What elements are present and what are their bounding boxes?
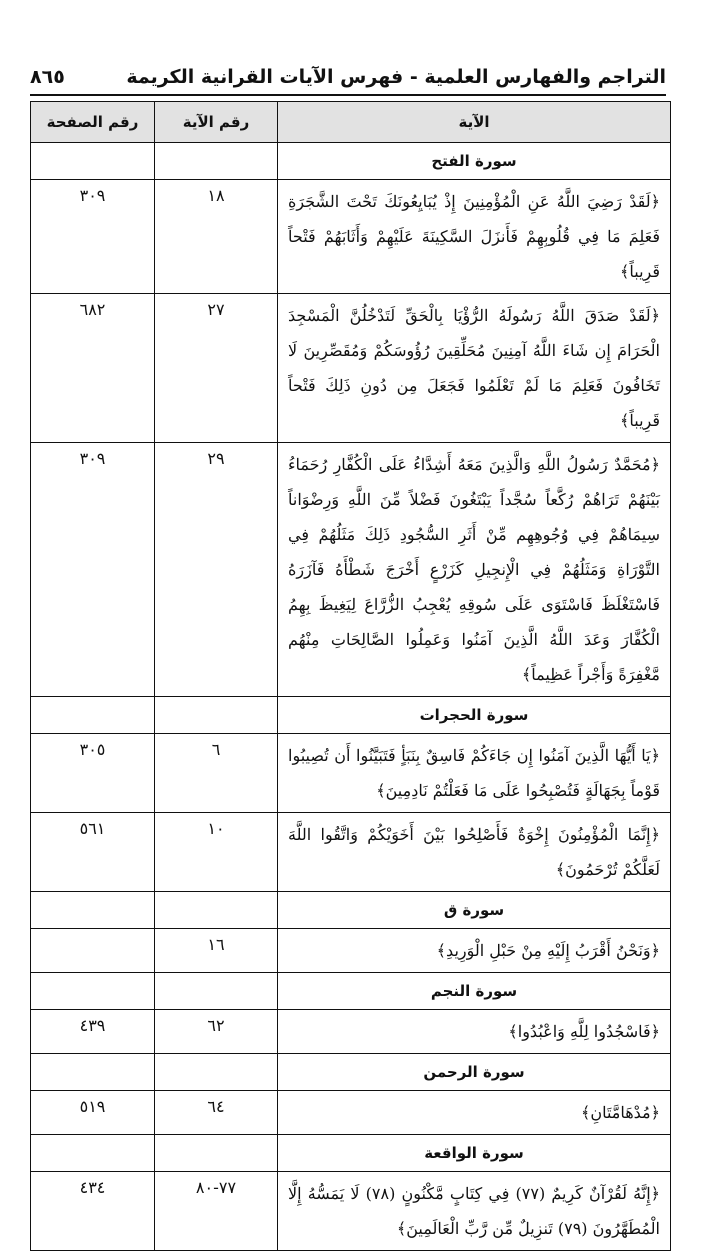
ayah-number: ١٠ — [155, 813, 278, 892]
table-row — [31, 180, 671, 294]
table-row — [31, 1010, 671, 1054]
empty-cell — [31, 697, 155, 734]
table-row — [31, 1172, 671, 1251]
ayah-text: ﴿لَقَدْ رَضِيَ اللَّهُ عَنِ الْمُؤْمِنِينَ إِذْ يُبَايِعُونَكَ تَحْتَ الشَّجَرَةِ فَعَلِمَ مَا فِي قُلُوبِهِمْ فَأَنزَلَ السَّكِينَةَ عَلَيْهِمْ وَأَثَابَهُمْ فَتْحاً قَرِيباً﴾ — [278, 180, 671, 294]
empty-cell — [155, 892, 278, 929]
table-row — [31, 294, 671, 443]
empty-cell — [31, 143, 155, 180]
ayah-text: ﴿لَقَدْ صَدَقَ اللَّهُ رَسُولَهُ الرُّؤْيَا بِالْحَقِّ لَتَدْخُلُنَّ الْمَسْجِدَ الْحَرَامَ إِن شَاءَ اللَّهُ آمِنِينَ مُحَلِّقِينَ رُؤُوسَكُمْ وَمُقَصِّرِينَ لَا تَخَافُونَ فَعَلِمَ مَا لَمْ تَعْلَمُوا فَجَعَلَ مِن دُونِ ذَلِكَ فَتْحاً قَرِيباً﴾ — [278, 294, 671, 443]
surah-title: سورة الرحمن — [278, 1054, 671, 1091]
surah-row — [31, 1054, 671, 1091]
ayah-text: ﴿إِنَّمَا الْمُؤْمِنُونَ إِخْوَةٌ فَأَصْلِحُوا بَيْنَ أَخَوَيْكُمْ وَاتَّقُوا اللَّهَ لَعَلَّكُمْ تُرْحَمُونَ﴾ — [278, 813, 671, 892]
ayah-number: ٧٧-٨٠ — [155, 1172, 278, 1251]
surah-row — [31, 973, 671, 1010]
ayah-number: ٦٤ — [155, 1091, 278, 1135]
ayah-text: ﴿إِنَّهُ لَقُرْآنٌ كَرِيمٌ (٧٧) فِي كِتَابٍ مَّكْنُونٍ (٧٨) لَا يَمَسُّهُ إِلَّا الْمُطَهَّرُونَ (٧٩) تَنزِيلٌ مِّن رَّبِّ الْعَالَمِينَ﴾ — [278, 1172, 671, 1251]
empty-cell — [155, 973, 278, 1010]
surah-title: سورة الحجرات — [278, 697, 671, 734]
ayah-number: ٢٩ — [155, 443, 278, 697]
header-title: التراجم والفهارس العلمية - فهرس الآيات القرانية الكريمة — [126, 66, 666, 88]
table-row — [31, 734, 671, 813]
page-ref: ٣٠٥ — [31, 734, 155, 813]
page-ref: ٥٦١ — [31, 813, 155, 892]
empty-cell — [155, 1135, 278, 1172]
empty-cell — [31, 1135, 155, 1172]
column-header-page-number: رقم الصفحة — [31, 102, 155, 143]
surah-title: سورة ق — [278, 892, 671, 929]
page-ref — [31, 929, 155, 973]
empty-cell — [155, 143, 278, 180]
table-header-row — [31, 102, 671, 143]
empty-cell — [155, 1054, 278, 1091]
ayah-index-table — [30, 101, 671, 1251]
page-ref: ٣٠٩ — [31, 180, 155, 294]
surah-row — [31, 892, 671, 929]
surah-title: سورة الواقعة — [278, 1135, 671, 1172]
ayah-text: ﴿مُدْهَامَّتَانِ﴾ — [278, 1091, 671, 1135]
table-row — [31, 443, 671, 697]
empty-cell — [155, 697, 278, 734]
ayah-number: ١٨ — [155, 180, 278, 294]
page-ref: ٤٣٩ — [31, 1010, 155, 1054]
ayah-number: ٦ — [155, 734, 278, 813]
empty-cell — [31, 1054, 155, 1091]
ayah-number: ٢٧ — [155, 294, 278, 443]
ayah-text: ﴿يَا أَيُّهَا الَّذِينَ آمَنُوا إِن جَاءَكُمْ فَاسِقٌ بِنَبَأٍ فَتَبَيَّنُوا أَن تُصِيبُوا قَوْماً بِجَهَالَةٍ فَتُصْبِحُوا عَلَى مَا فَعَلْتُمْ نَادِمِينَ﴾ — [278, 734, 671, 813]
page-ref: ٥١٩ — [31, 1091, 155, 1135]
column-header-ayah-number: رقم الآية — [155, 102, 278, 143]
empty-cell — [31, 973, 155, 1010]
surah-title: سورة الفتح — [278, 143, 671, 180]
surah-row — [31, 1135, 671, 1172]
ayah-number: ١٦ — [155, 929, 278, 973]
table-row — [31, 1091, 671, 1135]
page-ref: ٣٠٩ — [31, 443, 155, 697]
ayah-text: ﴿فَاسْجُدُوا لِلَّهِ وَاعْبُدُوا﴾ — [278, 1010, 671, 1054]
table-row — [31, 929, 671, 973]
page-number: ٨٦٥ — [30, 66, 65, 88]
column-header-ayah: الآية — [278, 102, 671, 143]
ayah-text: ﴿وَنَحْنُ أَقْرَبُ إِلَيْهِ مِنْ حَبْلِ الْوَرِيدِ﴾ — [278, 929, 671, 973]
surah-row — [31, 697, 671, 734]
page-ref: ٤٣٤ — [31, 1172, 155, 1251]
empty-cell — [31, 892, 155, 929]
surah-title: سورة النجم — [278, 973, 671, 1010]
ayah-text: ﴿مُحَمَّدٌ رَسُولُ اللَّهِ وَالَّذِينَ مَعَهُ أَشِدَّاءُ عَلَى الْكُفَّارِ رُحَمَاءُ بَيْنَهُمْ تَرَاهُمْ رُكَّعاً سُجَّداً يَبْتَغُونَ فَضْلاً مِّنَ اللَّهِ وَرِضْوَاناً سِيمَاهُمْ فِي وُجُوهِهِم مِّنْ أَثَرِ السُّجُودِ ذَلِكَ مَثَلُهُمْ فِي التَّوْرَاةِ وَمَثَلُهُمْ فِي الْإِنجِيلِ كَزَرْعٍ أَخْرَجَ شَطْأَهُ فَآزَرَهُ فَاسْتَغْلَظَ فَاسْتَوَى عَلَى سُوقِهِ يُعْجِبُ الزُّرَّاعَ لِيَغِيظَ بِهِمُ الْكُفَّارَ وَعَدَ اللَّهُ الَّذِينَ آمَنُوا وَعَمِلُوا الصَّالِحَاتِ مِنْهُم مَّغْفِرَةً وَأَجْراً عَظِيماً﴾ — [278, 443, 671, 697]
surah-row — [31, 143, 671, 180]
ayah-number: ٦٢ — [155, 1010, 278, 1054]
page-ref: ٦٨٢ — [31, 294, 155, 443]
table-row — [31, 813, 671, 892]
page-header — [30, 60, 666, 96]
